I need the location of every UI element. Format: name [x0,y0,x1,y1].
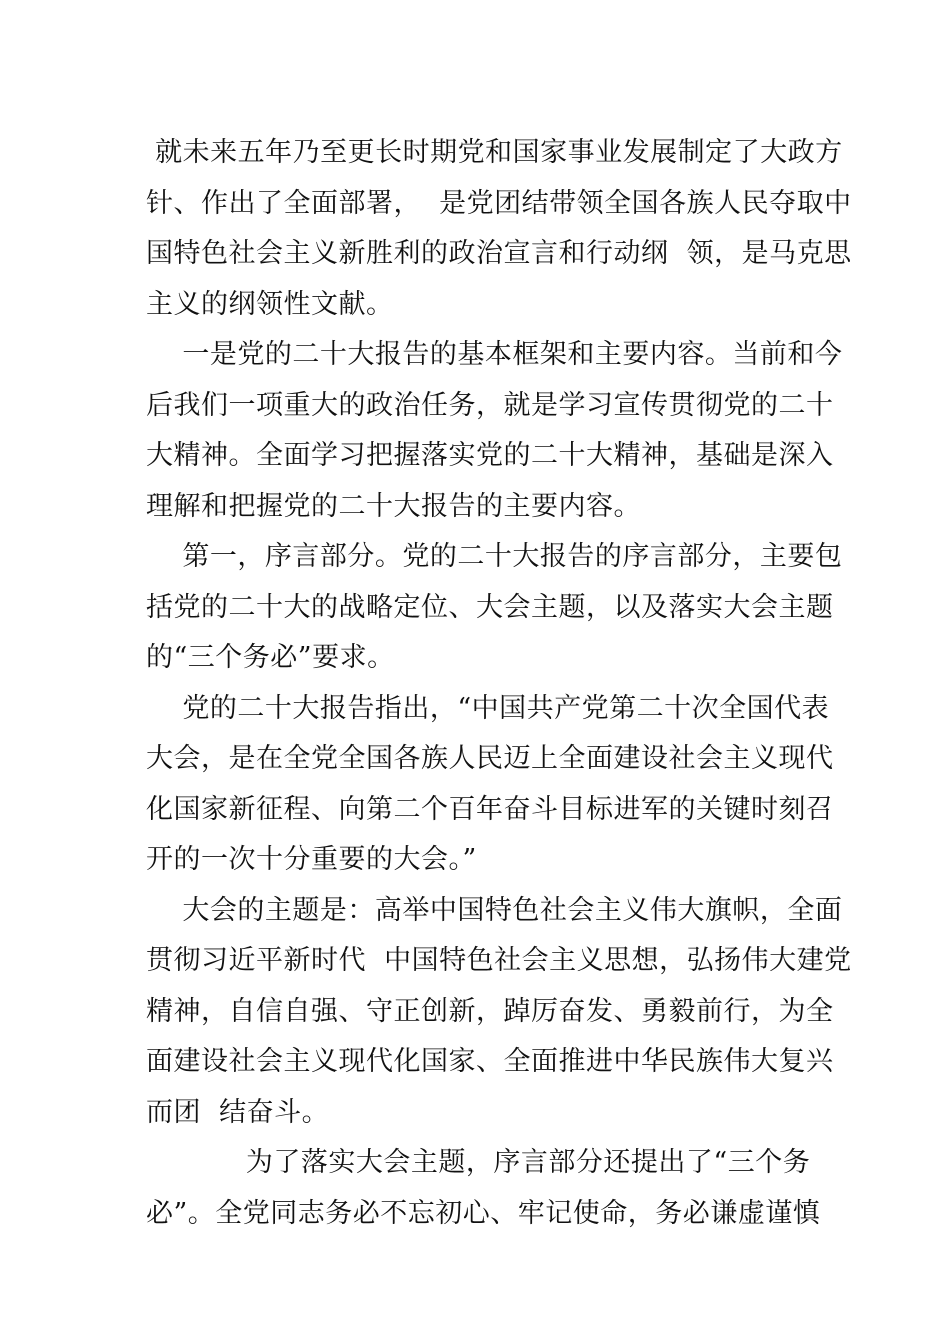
text-line: 括党的二十大的战略定位、大会主题，以及落实大会主题 [146,591,834,623]
text-line: 大会的主题是：高举中国特色社会主义伟大旗帜，全面 [146,894,843,926]
text-line: 大会，是在全党全国各族人民迈上全面建设社会主义现代 [146,743,834,774]
text-line: 的“三个务必”要求。 [146,642,395,673]
body-text [146,128,852,1239]
text-line: 一是党的二十大报告的基本框架和主要内容。当前和今 [146,339,843,370]
text-line: 而团 结奋斗。 [146,1096,330,1128]
text-line: 后我们一项重大的政治任务，就是学习宣传贯彻党的二十 [146,389,834,421]
text-line: 理解和把握党的二十大报告的主要内容。 [146,490,641,522]
text-line: 主义的纲领性文献。 [146,288,394,320]
text-line: 第一，序言部分。党的二十大报告的序言部分，主要包 [146,541,843,572]
text-line: 精神，自信自强、守正创新，踔厉奋发、勇毅前行，为全 [146,995,834,1027]
text-line: 党的二十大报告指出，“中国共产党第二十次全国代表 [146,692,830,724]
text-line: 开的一次十分重要的大会。” [146,844,477,875]
text-line: 必”。全党同志务必不忘初心、牢记使命，务必谦虚谨慎 [146,1197,821,1229]
text-line: 贯彻习近平新时代 中国特色社会主义思想，弘扬伟大建党 [146,945,852,976]
text-line: 就未来五年乃至更长时期党和国家事业发展制定了大政方 [146,137,843,168]
text-line: 为了落实大会主题，序言部分还提出了“三个务 [146,1147,811,1178]
text-line: 国特色社会主义新胜利的政治宣言和行动纲 领，是马克思 [146,238,852,269]
text-line: 化国家新征程、向第二个百年奋斗目标进军的关键时刻召 [146,793,834,825]
text-line: 大精神。全面学习把握落实党的二十大精神，基础是深入 [146,440,834,471]
text-line: 面建设社会主义现代化国家、全面推进中华民族伟大复兴 [146,1046,834,1077]
text-line: 针、作出了全面部署， 是党团结带领全国各族人民夺取中 [146,187,852,219]
